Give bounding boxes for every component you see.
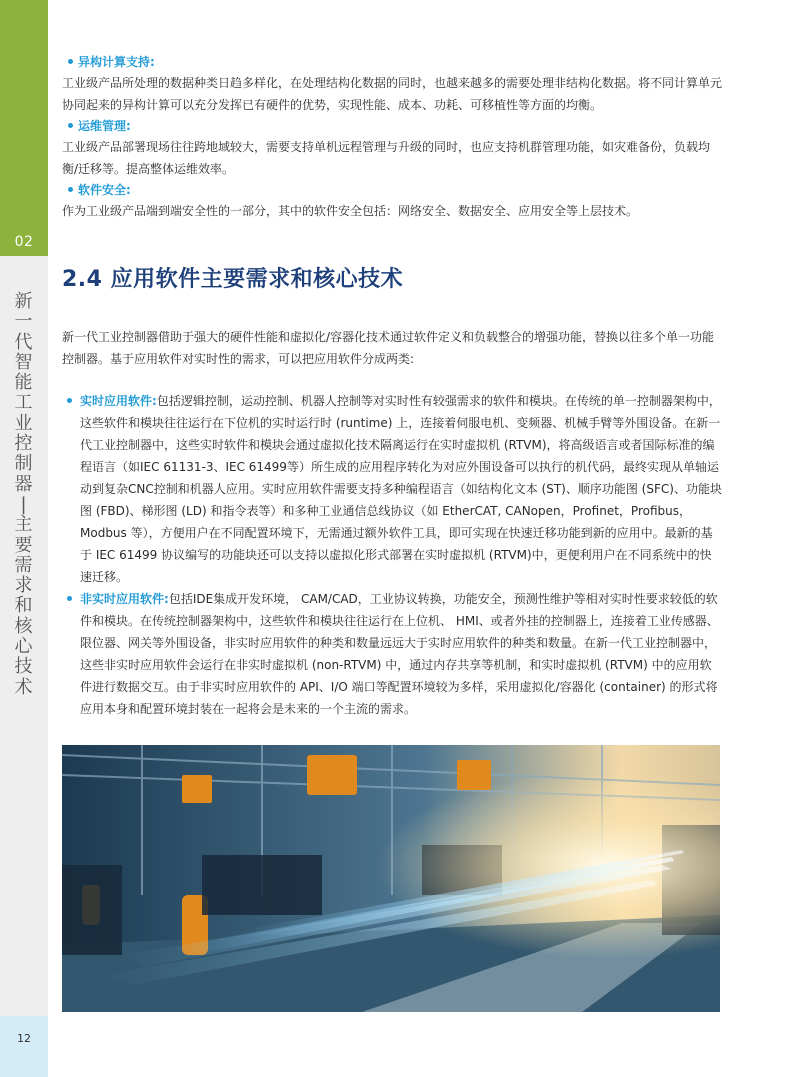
vertical-title-char: 主 <box>14 514 34 536</box>
vertical-title-char: 智 <box>14 351 34 373</box>
factory-illustration <box>62 745 720 1012</box>
feature-heading: 软件安全: <box>62 180 722 200</box>
vertical-title-char: 技 <box>14 656 34 678</box>
feature-list <box>62 52 722 222</box>
vertical-title-char: 工 <box>14 392 34 414</box>
vertical-title-char: 代 <box>14 331 34 353</box>
sidebar-page-block <box>0 1016 48 1077</box>
page-number: 12 <box>17 1032 31 1045</box>
list-item <box>62 588 722 720</box>
section-title: 2.4 应用软件主要需求和核心技术 <box>62 267 404 292</box>
list-item <box>62 390 722 588</box>
bullet-text: 包括逻辑控制，运动控制、机器人控制等对实时性有较强需求的软件和模块。在传统的单一控制器架构中，这些软件和模块往往运行在下位机的实时运行时 (runtime) 上，连接着伺服电机、变频器、机械手臂等外围设备。在新一代工业控制器中，这些实时软件和模块会通过虚拟化技术隔离运行在实时虚拟机 (RTVM)，将高级语言或者国际标准的编程语言（如IEC 61131-3、IEC 61499等）所生成的应用程序转化为对应外围设备可以执行的机代码，最终实现从单轴运动到复杂CNC控制和机器人应用。实时应用软件需要支持多种编程语言（如结构化文本 (ST)、顺序功能图 (SFC)、功能块图 (FBD)、梯形图 (LD) 和指令表等）和多种工业通信总线协议（如 EtherCAT, CANopen，Profinet，Profibus，Modbus 等），方便用户在不同配置环境下，无需通过额外软件工具，即可实现在快速迁移功能到新的应用中。最新的基于 IEC 61499 协议编写的功能块还可以支持以虚拟化形式部署在实时虚拟机 (RTVM)中，更便利用户在不同系统中的快速迁移。 <box>80 394 722 584</box>
bullet-lead: 实时应用软件: <box>80 394 157 408</box>
vertical-title-char: 新 <box>14 291 34 312</box>
feature-text: 工业级产品所处理的数据种类日趋多样化，在处理结构化数据的同时，也越来越多的需要处理非结构化数据。将不同计算单元协同起来的异构计算可以充分发挥已有硬件的优势，实现性能、成本、功耗、可移植性等方面的均衡。 <box>62 76 723 112</box>
software-type-list <box>62 390 722 720</box>
feature-item <box>62 52 722 116</box>
vertical-title-char: 求 <box>14 575 34 597</box>
bullet-text: 包括IDE集成开发环境， CAM/CAD，工业协议转换，功能安全，预测性维护等相对实时性要求较低的软件和模块。在传统控制器架构中，这些软件和模块往往运行在上位机、 HMI、或者外挂的控制器上，连接着工业传感器、限位器、网关等外围设备，非实时应用软件的种类和数量远远大于实时应用软件的种类和数量。在新一代工业控制器中，这些非实时应用软件会运行在非实时虚拟机 (non-RTVM) 中，通过内存共享等机制，和实时虚拟机 (RTVM) 中的应用软件进行数据交互。由于非实时应用软件的 API、I/O 端口等配置环境较为多样，采用虚拟化/容器化 (container) 的形式将应用本身和配置环境封装在一起将会是未来的一个主流的需求。 <box>80 592 719 716</box>
vertical-chapter-title <box>0 292 48 698</box>
feature-heading: 异构计算支持: <box>62 52 722 72</box>
bullet-lead: 非实时应用软件: <box>80 592 169 606</box>
vertical-title-char: | <box>20 493 28 515</box>
vertical-title-char: 和 <box>14 595 34 617</box>
feature-item <box>62 116 722 180</box>
vertical-title-char: 能 <box>14 372 34 394</box>
feature-item <box>62 180 722 222</box>
chapter-number: 02 <box>14 234 34 250</box>
feature-text: 作为工业级产品端到端安全性的一部分，其中的软件安全包括：网络安全、数据安全、应用安全等上层技术。 <box>62 204 639 218</box>
vertical-title-char: 制 <box>14 453 34 475</box>
section-intro: 新一代工业控制器借助于强大的硬件性能和虚拟化/容器化技术通过软件定义和负载整合的增强功能，替换以往多个单一功能控制器。基于应用软件对实时性的需求，可以把应用软件分成两类: <box>62 330 715 366</box>
vertical-title-char: 业 <box>14 412 34 434</box>
vertical-title-char: 器 <box>14 473 34 495</box>
vertical-title-char: 术 <box>14 676 34 698</box>
vertical-title-char: 要 <box>14 534 34 556</box>
factory-photo <box>62 745 720 1012</box>
vertical-title-char: 控 <box>14 433 34 455</box>
vertical-title-char: 一 <box>14 311 34 333</box>
vertical-title-char: 需 <box>14 554 34 576</box>
vertical-title-char: 心 <box>14 636 34 658</box>
feature-heading: 运维管理: <box>62 116 722 136</box>
feature-text: 工业级产品部署现场往往跨地域较大，需要支持单机远程管理与升级的同时，也应支持机群管理功能，如灾难备份，负载均衡/迁移等。提高整体运维效率。 <box>62 140 711 176</box>
sidebar-title-block <box>0 256 48 1016</box>
vertical-title-char: 核 <box>14 615 34 637</box>
sidebar-chapter-block <box>0 0 48 256</box>
